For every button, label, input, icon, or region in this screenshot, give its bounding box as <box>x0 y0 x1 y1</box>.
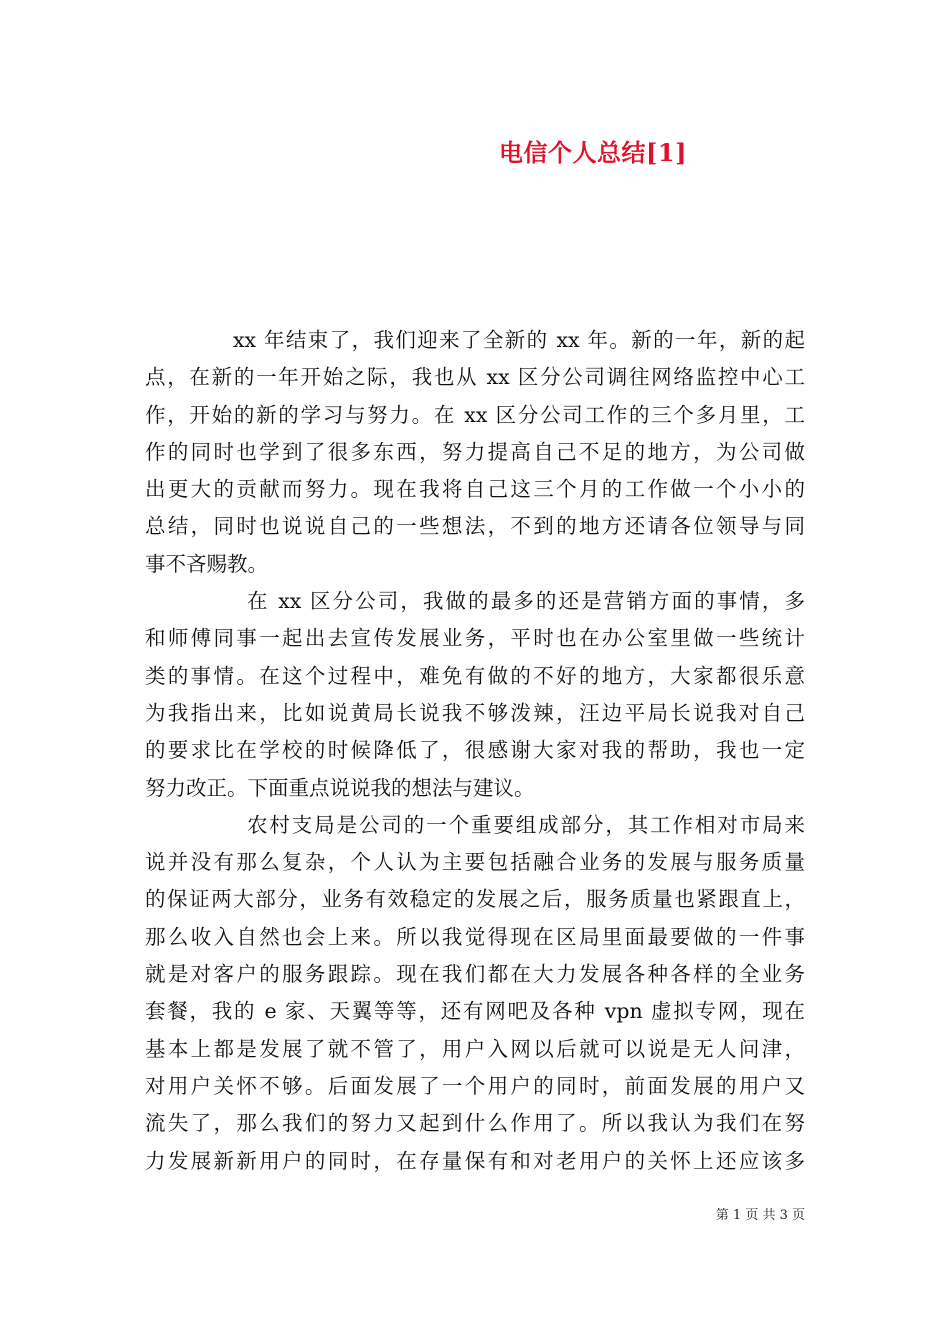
text-line: 的保证两大部分，业务有效稳定的发展之后，服务质量也紧跟直上， <box>145 887 805 912</box>
text-line: 农村支局是公司的一个重要组成部分，其工作相对市局来 <box>247 812 805 837</box>
text-line: 流失了，那么我们的努力又起到什么作用了。所以我认为我们在努 <box>145 1111 805 1136</box>
text-line: 套餐，我的 e 家、天翼等等，还有网吧及各种 vpn 虚拟专网，现在 <box>145 999 805 1024</box>
paragraph <box>145 807 805 1180</box>
text-line: 出更大的贡献而努力。现在我将自己这三个月的工作做一个小小的 <box>145 477 805 502</box>
document-title: 电信个人总结[1] <box>499 138 687 167</box>
text-line: 作，开始的新的学习与努力。在 xx 区分公司工作的三个多月里，工 <box>145 402 805 427</box>
text-line: 点，在新的一年开始之际，我也从 xx 区分公司调往网络监控中心工 <box>145 365 805 390</box>
text-line: 总结，同时也说说自己的一些想法，不到的地方还请各位领导与同 <box>145 514 805 539</box>
text-line: 作的同时也学到了很多东西，努力提高自己不足的地方，为公司做 <box>145 439 805 464</box>
text-line: 那么收入自然也会上来。所以我觉得现在区局里面最要做的一件事 <box>145 924 805 949</box>
page-number: 第 1 页 共 3 页 <box>715 1208 805 1223</box>
text-line: 在 xx 区分公司，我做的最多的还是营销方面的事情，多 <box>247 589 805 614</box>
text-line: 的要求比在学校的时候降低了，很感谢大家对我的帮助，我也一定 <box>145 738 805 763</box>
text-line: 就是对客户的服务跟踪。现在我们都在大力发展各种各样的全业务 <box>145 962 805 987</box>
text-line: 类的事情。在这个过程中，难免有做的不好的地方，大家都很乐意 <box>145 663 805 688</box>
text-line: 努力改正。下面重点说说我的想法与建议。 <box>145 775 535 800</box>
document-body <box>145 322 805 1180</box>
text-line: 为我指出来，比如说黄局长说我不够泼辣，汪边平局长说我对自己 <box>145 700 805 725</box>
text-line: xx 年结束了，我们迎来了全新的 xx 年。新的一年，新的起 <box>233 328 805 352</box>
paragraph <box>145 322 805 583</box>
text-line: 和师傅同事一起出去宣传发展业务，平时也在办公室里做一些统计 <box>145 626 805 651</box>
text-line: 事不吝赐教。 <box>145 551 268 576</box>
text-line: 说并没有那么复杂，个人认为主要包括融合业务的发展与服务质量 <box>145 850 805 875</box>
text-line: 力发展新新用户的同时，在存量保有和对老用户的关怀上还应该多 <box>145 1148 805 1173</box>
paragraph <box>145 583 805 807</box>
text-line: 对用户关怀不够。后面发展了一个用户的同时，前面发展的用户又 <box>145 1073 805 1098</box>
text-line: 基本上都是发展了就不管了，用户入网以后就可以说是无人问津， <box>145 1036 805 1061</box>
